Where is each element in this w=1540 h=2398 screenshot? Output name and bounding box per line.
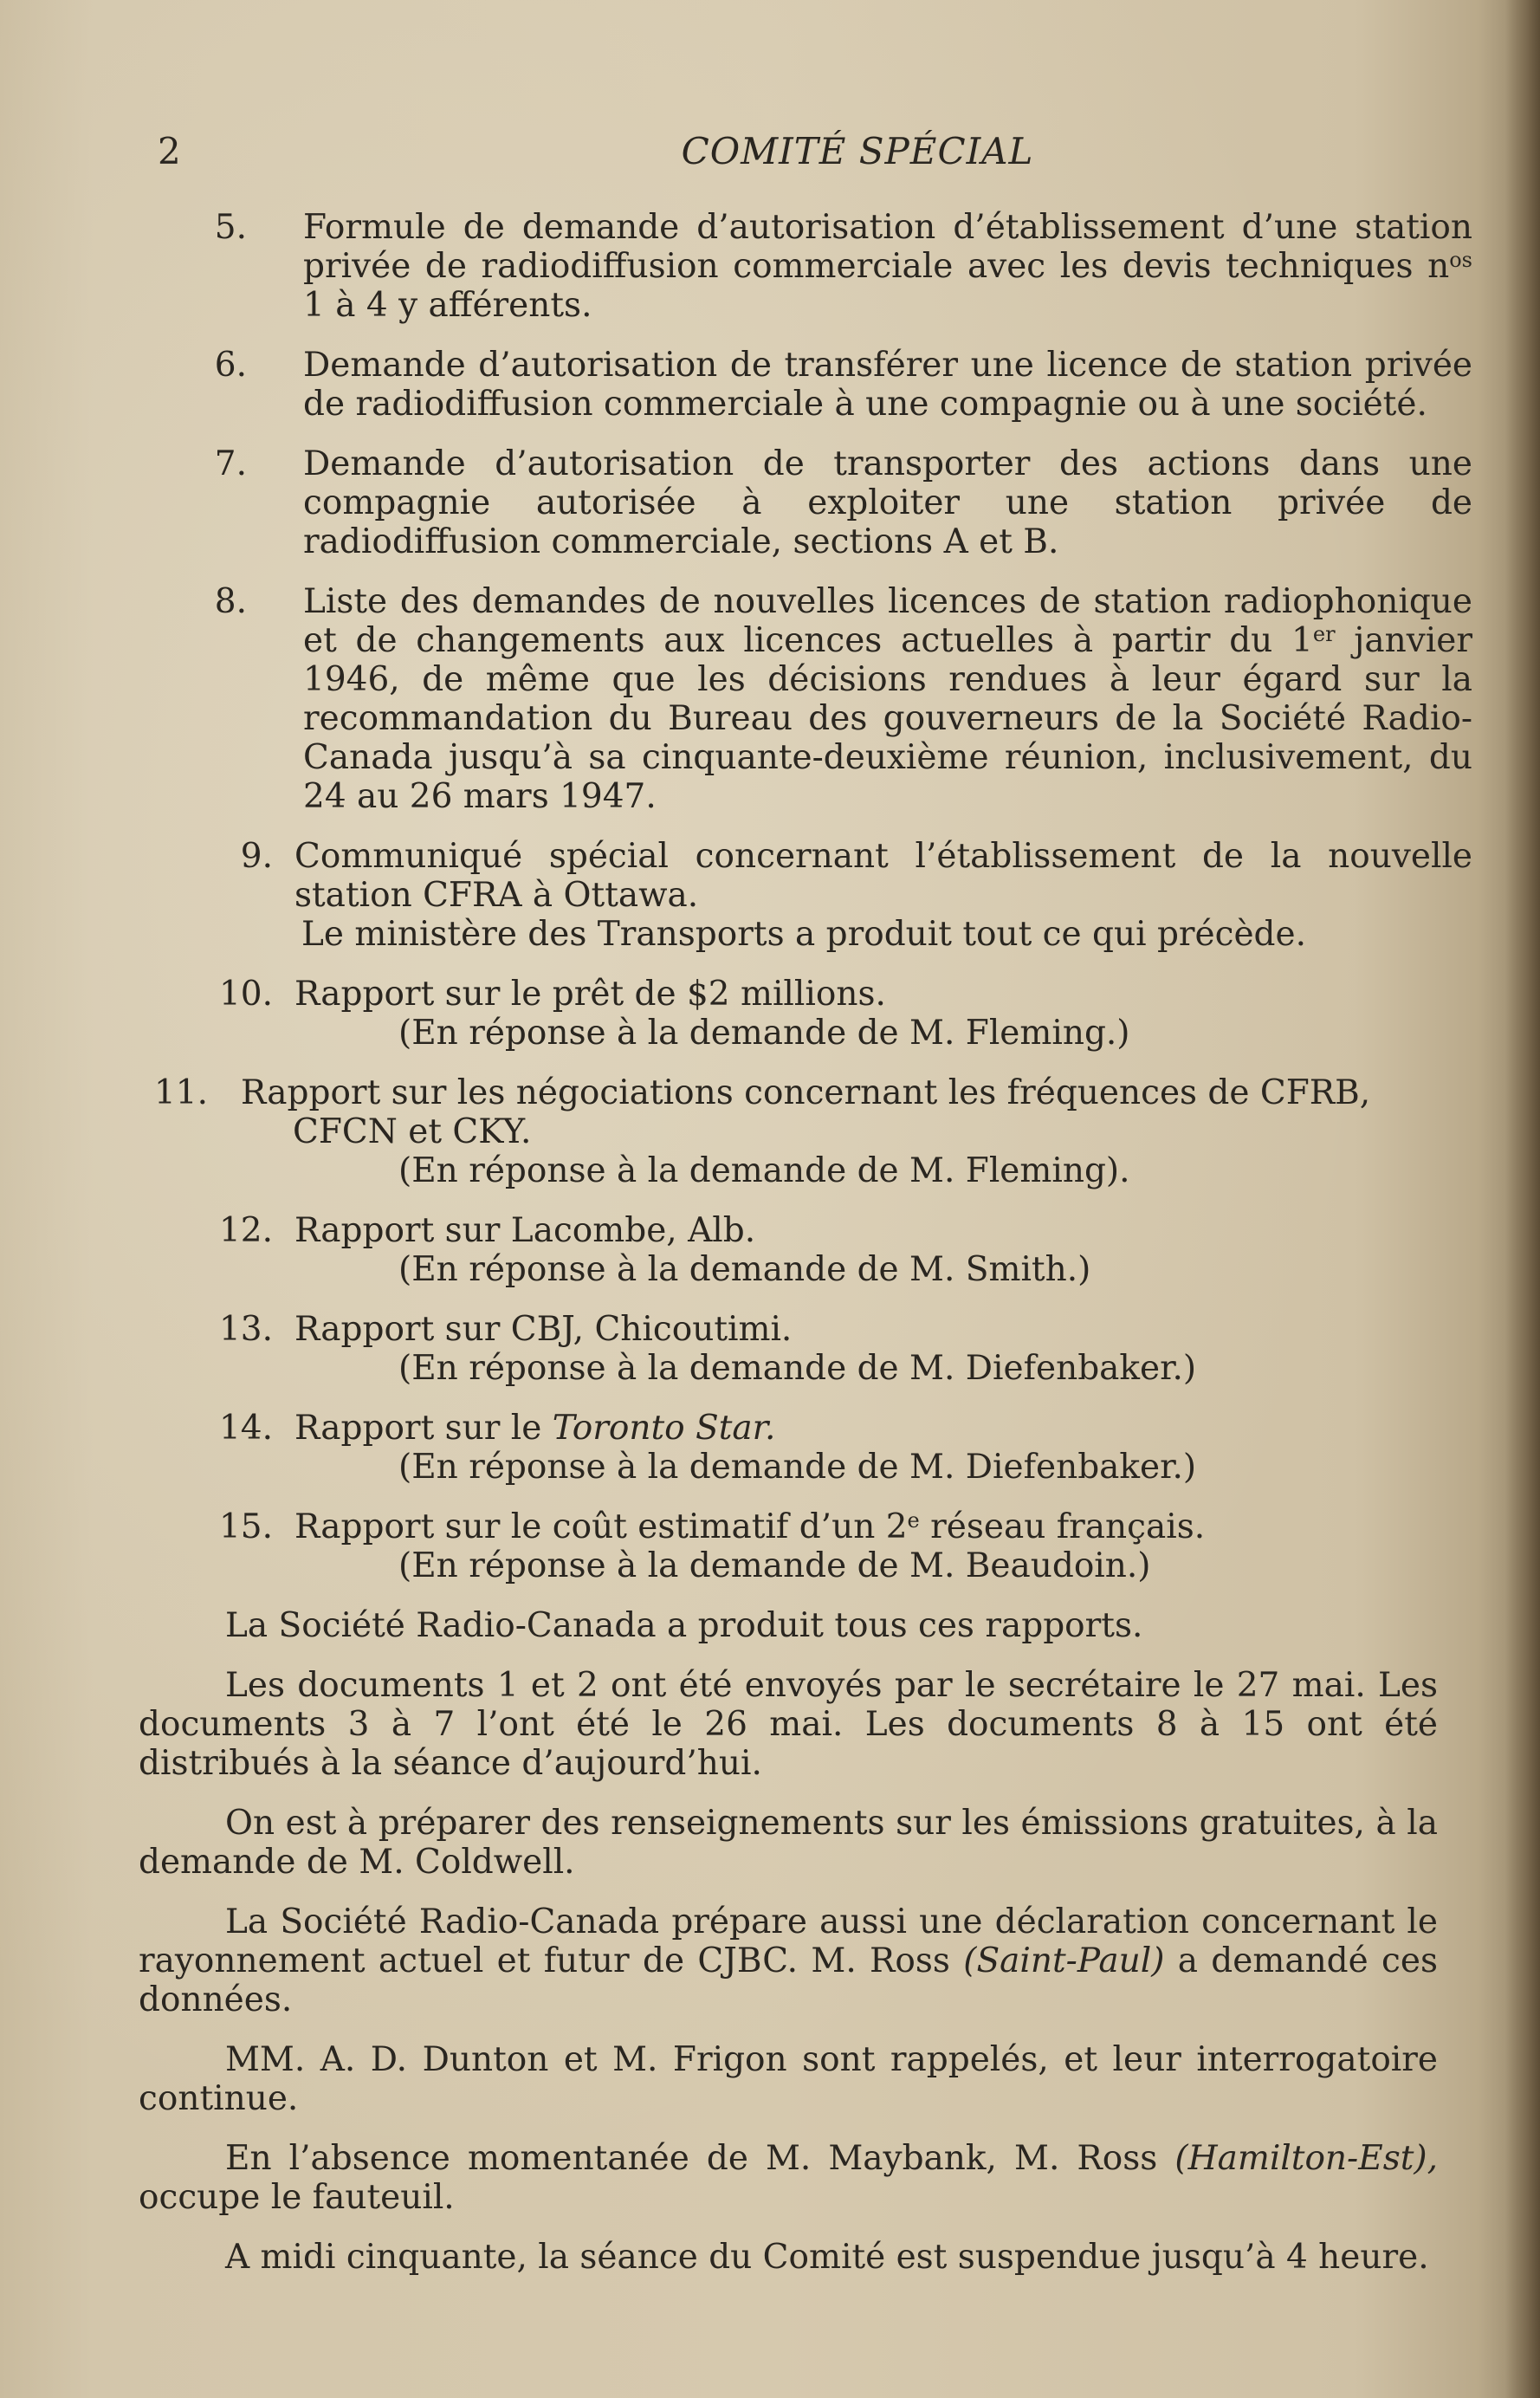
list-item xyxy=(139,1073,1472,1190)
page-header xyxy=(0,130,1540,191)
list-item xyxy=(139,582,1472,816)
list-item xyxy=(139,208,1472,325)
item-text: Demande d’autorisation de transporter des actions dans une compagnie autorisée à exploiter une station privée de radiodiffusion commerciale, sections A et B. xyxy=(303,444,1472,561)
paragraph: La Société Radio-Canada a produit tous ces rapports. xyxy=(225,1606,1143,1645)
item-text: Communiqué spécial concernant l’établissement de la nouvelle station CFRA à Ottawa. Le ministère des Transports a produit tout ce qui précède. xyxy=(294,837,1472,954)
list-item xyxy=(139,444,1472,561)
item-number: 8. xyxy=(214,582,247,621)
item-number: 13. xyxy=(218,1310,273,1349)
list-item xyxy=(139,1310,1472,1388)
item-text: Demande d’autorisation de transférer une licence de station privée de radiodiffusion commerciale à une compagnie ou à une société. xyxy=(303,346,1472,424)
item-note: (En réponse à la demande de M. Diefenbaker.) xyxy=(398,1448,1197,1487)
document-body xyxy=(139,208,1472,2298)
item-text: Rapport sur le Toronto Star. (En réponse à la demande de M. Diefenbaker.) xyxy=(294,1409,1472,1487)
paragraph: On est à préparer des renseignements sur les émissions gratuites, à la demande de M. Coldwell. xyxy=(139,1804,1438,1882)
item-note: (En réponse à la demande de M. Fleming). xyxy=(398,1151,1130,1190)
item-text: Liste des demandes de nouvelles licences de station radiophonique et de changements aux licences actuelles à partir du 1er janvier 1946, de même que les décisions rendues à leur égard sur la recommandation du Bureau des gouverneurs de la Société Radio-Canada jusqu’à sa cinquante-deuxième réunion, inclusivement, du 24 au 26 mars 1947. xyxy=(303,582,1473,816)
running-title: COMITÉ SPÉCIAL xyxy=(681,130,1034,172)
item-number: 11. xyxy=(153,1073,208,1112)
list-item xyxy=(139,975,1472,1053)
item-text: Rapport sur Lacombe, Alb. (En réponse à la demande de M. Smith.) xyxy=(294,1211,1472,1289)
item-text: Rapport sur le prêt de $2 millions. (En réponse à la demande de M. Fleming.) xyxy=(294,975,1472,1053)
paragraph: MM. A. D. Dunton et M. Frigon sont rappelés, et leur interrogatoire continue. xyxy=(139,2040,1438,2118)
page-number: 2 xyxy=(158,130,181,172)
list-item xyxy=(139,837,1472,954)
item-note: (En réponse à la demande de M. Diefenbaker.) xyxy=(398,1349,1197,1388)
item-number: 6. xyxy=(214,346,247,385)
list-item xyxy=(139,346,1472,424)
item-text: Formule de demande d’autorisation d’établissement d’une station privée de radiodiffusion commerciale avec les devis techniques $n^{os}$ 1 à 4 y afférents. xyxy=(303,208,1472,325)
item-note: (En réponse à la demande de M. Smith.) xyxy=(398,1250,1091,1289)
item-text: Rapport sur le coût estimatif d’un 2e réseau français. (En réponse à la demande de M. Beaudoin.) xyxy=(294,1507,1472,1585)
item-text: Rapport sur les négociations concernant les fréquences de CFRB, CFCN et CKY. (En réponse à la demande de M. Fleming). xyxy=(241,1073,1472,1190)
item-number: 12. xyxy=(218,1211,273,1250)
item-note: (En réponse à la demande de M. Fleming.) xyxy=(398,1014,1130,1053)
list-item xyxy=(139,1507,1472,1585)
item-number: 15. xyxy=(218,1507,273,1546)
item-note: (En réponse à la demande de M. Beaudoin.) xyxy=(398,1546,1151,1585)
item-note: Le ministère des Transports a produit tout ce qui précède. xyxy=(301,915,1307,954)
list-item xyxy=(139,1409,1472,1487)
paragraph: A midi cinquante, la séance du Comité est suspendue jusqu’à 4 heure. xyxy=(225,2238,1429,2277)
item-number: 9. xyxy=(240,837,273,876)
list-item xyxy=(139,1211,1472,1289)
paragraph: En l’absence momentanée de M. Maybank, M. Ross (Hamilton-Est), occupe le fauteuil. xyxy=(139,2139,1438,2217)
item-number: 14. xyxy=(218,1409,273,1448)
paragraph: La Société Radio-Canada prépare aussi une déclaration concernant le rayonnement actuel et futur de CJBC. M. Ross (Saint-Paul) a demandé ces données. xyxy=(139,1902,1438,2019)
paragraph: Les documents 1 et 2 ont été envoyés par le secrétaire le 27 mai. Les documents 3 à 7 l’ont été le 26 mai. Les documents 8 à 15 ont été distribués à la séance d’aujourd’hui. xyxy=(139,1666,1438,1783)
item-number: 7. xyxy=(214,444,247,483)
item-text: Rapport sur CBJ, Chicoutimi. (En réponse à la demande de M. Diefenbaker.) xyxy=(294,1310,1472,1388)
item-number: 5. xyxy=(214,208,247,247)
item-number: 10. xyxy=(218,975,273,1014)
